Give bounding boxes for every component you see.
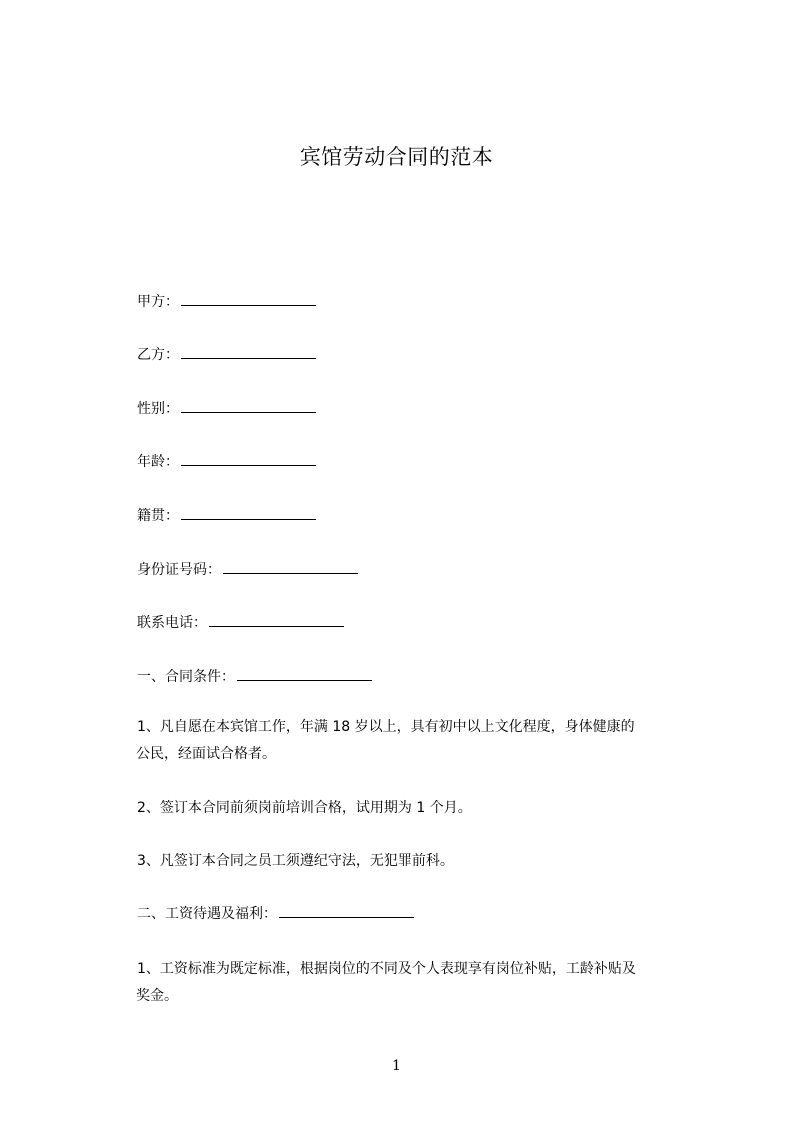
section-heading: 二、工资待遇及福利：: [137, 906, 277, 922]
field-phone: [137, 612, 344, 633]
field-label: 乙方：: [137, 347, 179, 363]
field-label: 联系电话：: [137, 615, 207, 631]
clause-text-line: 1、凡自愿在本宾馆工作，年满 18 岁以上，具有初中以上文化程度，身体健康的: [137, 719, 635, 735]
clause-1-1: [137, 714, 709, 768]
fill-in-blank: [181, 398, 316, 413]
fill-in-blank: [181, 291, 316, 306]
field-gender: [137, 398, 316, 419]
field-label: 籍贯：: [137, 508, 179, 524]
clause-text-line: 2、签订本合同前须岗前培训合格，试用期为 1 个月。: [137, 800, 472, 816]
field-label: 年龄：: [137, 454, 179, 470]
fill-in-blank: [181, 344, 316, 359]
field-party-a: [137, 291, 316, 312]
section-heading-wages-benefits: [137, 903, 414, 924]
clause-2-1: [137, 956, 709, 1010]
clause-text-line: 奖金。: [136, 988, 178, 1004]
field-native-place: [137, 505, 316, 526]
fill-in-blank: [209, 612, 344, 627]
fill-in-blank: [223, 559, 358, 574]
fill-in-blank: [237, 666, 372, 681]
field-id-number: [137, 559, 358, 580]
fill-in-blank: [181, 451, 316, 466]
field-label: 身份证号码：: [137, 562, 221, 578]
clause-1-2: [137, 795, 709, 822]
clause-text-line: 公民，经面试合格者。: [136, 746, 276, 762]
fill-in-blank: [181, 505, 316, 520]
clause-text-line: 1、工资标准为既定标准，根据岗位的不同及个人表现享有岗位补贴，工龄补贴及: [137, 961, 636, 977]
section-heading: 一、合同条件：: [137, 669, 235, 685]
field-age: [137, 451, 316, 472]
section-heading-contract-conditions: [137, 666, 372, 687]
fill-in-blank: [279, 903, 414, 918]
field-party-b: [137, 344, 316, 365]
field-label: 性别：: [137, 401, 179, 417]
field-label: 甲方：: [137, 294, 179, 310]
clause-text-line: 3、凡签订本合同之员工须遵纪守法，无犯罪前科。: [137, 853, 454, 869]
document-title: 宾馆劳动合同的范本: [299, 145, 494, 169]
clause-1-3: [137, 848, 709, 875]
page-number: 1: [392, 1058, 401, 1074]
